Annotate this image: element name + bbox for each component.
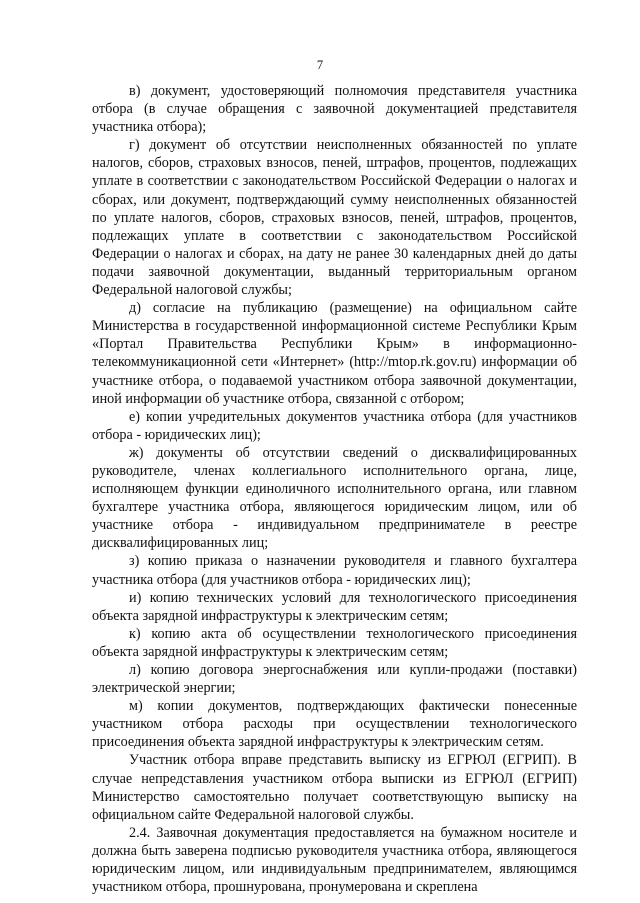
paragraph-item-g: г) документ об отсутствии неисполненных обязанностей по уплате налогов, сборов, страховых взносов, пеней, штрафов, процентов, подлежащих уплате в соответствии с законодательством Российской Федерации о налогах и сборах, или документ, подтверждающий сумму неисполненных обязанностей по уплате налогов, сборов, страховых взносов, пеней, штрафов, процентов, подлежащих уплате в соответствии с законодательством Российской Федерации о налогах и сборах, на дату не ранее 30 календарных дней до даты подачи заявочной документации, выданный территориальным органом Федеральной налоговой службы; — [92, 137, 577, 299]
paragraph-item-k: к) копию акта об осуществлении технологического присоединения объекта зарядной инфраструктуры к электрическим сетям; — [92, 625, 577, 660]
paragraph-item-z: з) копию приказа о назначении руководителя и главного бухгалтера участника отбора (для участников отбора - юридических лиц); — [92, 553, 577, 588]
paragraph-section-2-4: 2.4. Заявочная документация предоставляется на бумажном носителе и должна быть заверена подписью руководителя участника отбора, являющегося юридическим лицом, или индивидуальным предпринимателем, являющимся участником отбора, прошнурована, пронумерована и скреплена — [92, 824, 577, 896]
paragraph-egrul: Участник отбора вправе представить выписку из ЕГРЮЛ (ЕГРИП). В случае непредставления участником отбора выписки из ЕГРЮЛ (ЕГРИП) Министерство самостоятельно получает соответствующую выписку на официальном сайте Федеральной налоговой службы. — [92, 752, 577, 823]
document-body — [92, 82, 577, 896]
paragraph-item-zh: ж) документы об отсутствии сведений о дисквалифицированных руководителе, членах коллегиального исполнительного органа, лице, исполняющем функции единоличного исполнительного органа, или главном бухгалтере участника отбора, являющегося юридическим лицом, или об участнике отбора - индивидуальном предпринимателе в реестре дисквалифицированных лиц; — [92, 444, 577, 552]
paragraph-item-d: д) согласие на публикацию (размещение) на официальном сайте Министерства в государственной информационной системе Республики Крым «Портал Правительства Республики Крым» в информационно-телекоммуникационной сети «Интернет» (http://mtop.rk.gov.ru) информации об участнике отбора, о подаваемой участником отбора заявочной документации, иной информации об участнике отбора, связанной с отбором; — [92, 300, 577, 407]
page-number: 7 — [316, 58, 324, 72]
paragraph-item-v: в) документ, удостоверяющий полномочия представителя участника отбора (в случае обращения с заявочной документацией представителя участника отбора); — [92, 83, 577, 136]
paragraph-item-e: е) копии учредительных документов участника отбора (для участников отбора - юридических лиц); — [92, 408, 577, 443]
paragraph-item-m: м) копии документов, подтверждающих фактически понесенные участником отбора расходы при осуществлении технологического присоединения объекта зарядной инфраструктуры к электрическим сетям. — [92, 698, 577, 751]
paragraph-item-l: л) копию договора энергоснабжения или купли-продажи (поставки) электрической энергии; — [92, 662, 577, 697]
paragraph-item-i: и) копию технических условий для технологического присоединения объекта зарядной инфраструктуры к электрическим сетям; — [92, 589, 577, 624]
